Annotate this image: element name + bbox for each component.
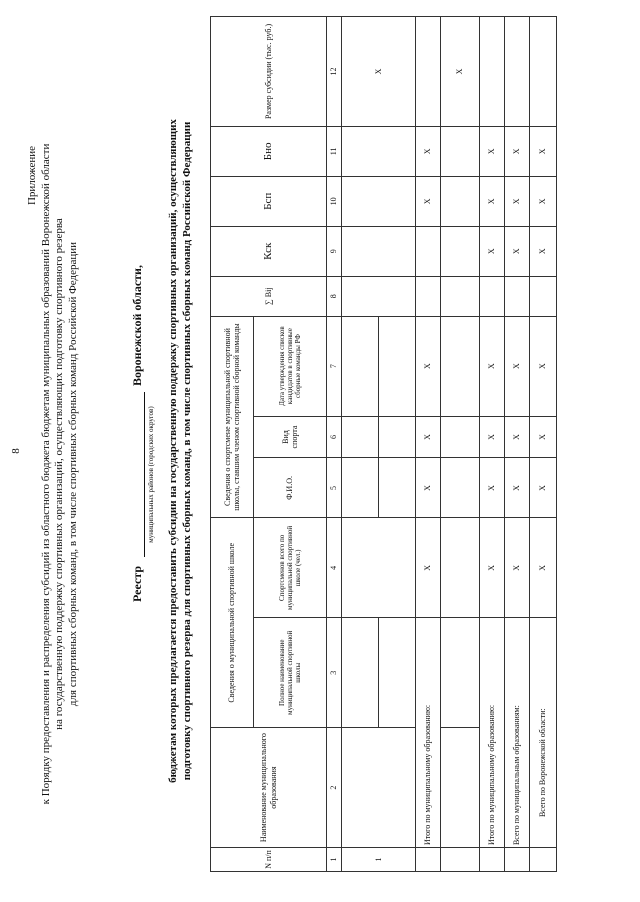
annex-line-3: для спортивных сборных команд, в том числе спортивных сборных команд Российской Федерации (66, 241, 79, 707)
table-row (342, 17, 379, 872)
empty-cell (480, 276, 505, 316)
empty-cell (441, 316, 480, 416)
col-num-9: 9 (327, 226, 342, 276)
x-mark: X (505, 458, 530, 518)
empty-cell (379, 618, 416, 728)
x-mark: X (530, 126, 557, 176)
x-mark: X (342, 17, 416, 127)
empty-cell (342, 518, 416, 618)
empty-cell (530, 848, 557, 872)
col-num-1: 1 (327, 848, 342, 872)
x-mark: X (480, 126, 505, 176)
header-n: N п/п (211, 848, 327, 872)
x-mark: X (480, 176, 505, 226)
empty-cell (441, 226, 480, 276)
col-num-5: 5 (327, 458, 342, 518)
total-row-voronezh (530, 17, 557, 872)
annex-line-2: на государственную поддержку спортивных организаций, осуществляющих подготовку спортивного резерва (53, 218, 65, 730)
x-mark: X (530, 176, 557, 226)
empty-cell (530, 276, 557, 316)
x-mark: X (505, 226, 530, 276)
header-member-group: Сведения о спортсмене муниципальной спортивной школы, ставшим членом спортивной сборной команды (211, 316, 254, 518)
empty-cell (342, 226, 416, 276)
empty-cell (379, 416, 416, 458)
x-mark: X (505, 316, 530, 416)
x-mark: X (416, 458, 441, 518)
total-all-municipal-label: Всего по муниципальным образованиям: (505, 618, 530, 848)
empty-cell (342, 728, 416, 848)
empty-cell (342, 276, 416, 316)
total-voronezh-label: Всего по Воронежской области: (530, 618, 557, 848)
register-table (210, 16, 557, 872)
empty-cell (342, 126, 416, 176)
col-num-12: 12 (327, 17, 342, 127)
total-row-municipal (416, 17, 441, 872)
annex-title: Приложение (26, 146, 38, 206)
total-municipal-label: Итого по муниципальному образованию: (480, 618, 505, 848)
x-mark: X (416, 518, 441, 618)
col-num-6: 6 (327, 416, 342, 458)
x-mark: X (480, 416, 505, 458)
x-mark: X (530, 316, 557, 416)
table-row (441, 17, 480, 872)
x-mark: X (530, 518, 557, 618)
x-mark: X (441, 17, 480, 127)
empty-cell (416, 848, 441, 872)
total-municipal-label: Итого по муниципальному образованию: (416, 618, 441, 848)
heading-line-2: подготовку спортивного резерва для спортивных сборных команд, в том числе спортивных сборных команд Российской Федерации (181, 121, 193, 781)
x-mark: X (530, 458, 557, 518)
empty-cell (505, 276, 530, 316)
x-mark: X (530, 226, 557, 276)
x-mark: X (530, 416, 557, 458)
empty-cell (441, 276, 480, 316)
x-mark: X (480, 518, 505, 618)
header-bsp: Бсп (211, 176, 327, 226)
empty-cell (441, 618, 480, 728)
total-row-all-municipal (505, 17, 530, 872)
col-num-11: 11 (327, 126, 342, 176)
empty-cell (342, 458, 379, 518)
empty-cell (342, 176, 416, 226)
header-bno: Бно (211, 126, 327, 176)
empty-cell (480, 848, 505, 872)
register-heading (166, 30, 194, 872)
page-number: 8 (10, 448, 22, 454)
empty-cell (416, 17, 441, 127)
header-row-1 (211, 17, 254, 872)
header-name: Наименование муниципального образования (211, 728, 327, 848)
row-number: 1 (342, 848, 416, 872)
col-num-4: 4 (327, 518, 342, 618)
annex-block (26, 106, 80, 842)
empty-cell (480, 17, 505, 127)
empty-cell (530, 17, 557, 127)
empty-cell (441, 518, 480, 618)
header-athletes: Спортсменов всего по муниципальной спортивной школе (чел.) (254, 518, 327, 618)
header-subsidy: Размер субсидии (тыс. руб.) (211, 17, 327, 127)
header-fio: Ф.И.О. (254, 458, 327, 518)
col-num-7: 7 (327, 316, 342, 416)
col-num-2: 2 (327, 728, 342, 848)
col-num-3: 3 (327, 618, 342, 728)
header-sum: ∑ Bij (211, 276, 327, 316)
empty-cell (379, 458, 416, 518)
empty-cell (505, 17, 530, 127)
register-region: Воронежской области, (130, 265, 144, 386)
empty-cell (441, 416, 480, 458)
empty-cell (342, 416, 379, 458)
header-school-group: Сведения о муниципальной спортивной школе (211, 518, 254, 728)
annex-line-1: к Порядку предоставления и распределения субсидий из областного бюджета бюджетам муниципальных образований Воронежской области (39, 143, 52, 805)
empty-cell (379, 316, 416, 416)
x-mark: X (480, 316, 505, 416)
x-mark: X (416, 316, 441, 416)
empty-cell (342, 618, 379, 728)
x-mark: X (505, 518, 530, 618)
x-mark: X (505, 126, 530, 176)
empty-cell (505, 848, 530, 872)
empty-cell (441, 126, 480, 176)
x-mark: X (480, 226, 505, 276)
x-mark: X (416, 126, 441, 176)
x-mark: X (416, 416, 441, 458)
empty-cell (416, 276, 441, 316)
blank-underline (144, 392, 145, 557)
header-sport: Вид спорта (254, 416, 327, 458)
register-word: Реестр (130, 565, 144, 602)
blank-caption: муниципальных районов (городских округов) (147, 406, 155, 543)
x-mark: X (505, 176, 530, 226)
col-num-8: 8 (327, 276, 342, 316)
header-school-name: Полное наименование муниципальной спортивной школы (254, 618, 327, 728)
empty-cell (441, 728, 480, 848)
column-number-row (327, 17, 342, 872)
empty-cell (416, 226, 441, 276)
empty-cell (441, 458, 480, 518)
total-row-municipal-2 (480, 17, 505, 872)
empty-cell (441, 176, 480, 226)
x-mark: X (505, 416, 530, 458)
header-ksk: Кск (211, 226, 327, 276)
empty-cell (441, 848, 480, 872)
x-mark: X (416, 176, 441, 226)
heading-line-1: бюджетам которых предлагается предоставить субсидии на государственную поддержку спортивных организаций, осуществляющих (167, 119, 179, 783)
empty-cell (342, 316, 379, 416)
header-date: Дата утверждения списков кандидатов в спортивные сборные команды РФ (254, 316, 327, 416)
col-num-10: 10 (327, 176, 342, 226)
x-mark: X (480, 458, 505, 518)
